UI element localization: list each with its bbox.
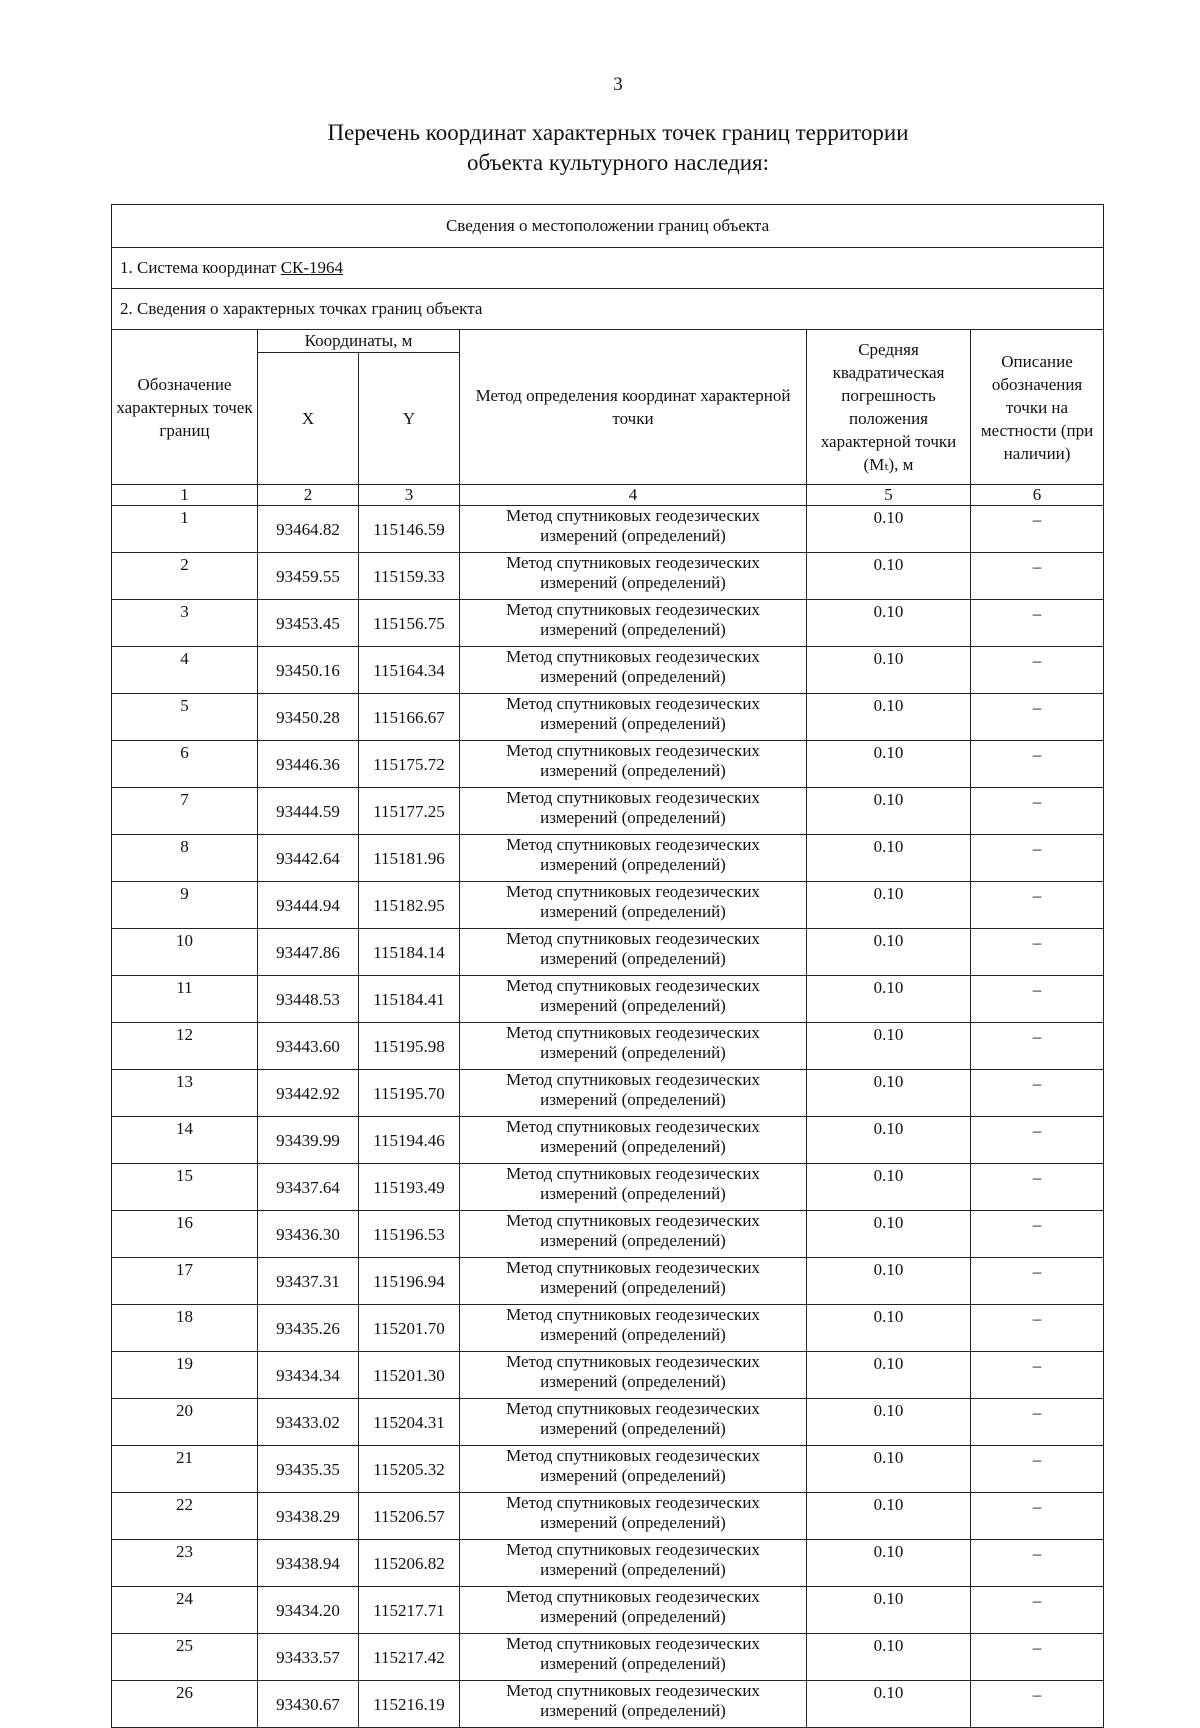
method-cell bbox=[460, 1023, 807, 1070]
point-number: 10 bbox=[112, 929, 258, 976]
accuracy-value: 0.10 bbox=[807, 1681, 971, 1728]
method-line-2: измерений (определений) bbox=[540, 1278, 726, 1297]
coord-y: 115146.59 bbox=[359, 506, 460, 553]
method-line-2: измерений (определений) bbox=[540, 1090, 726, 1109]
table-row bbox=[112, 1399, 1104, 1446]
method-line-1: Метод спутниковых геодезических bbox=[506, 553, 760, 572]
points-section-label: 2. Сведения о характерных точках границ объекта bbox=[112, 289, 1104, 330]
accuracy-value: 0.10 bbox=[807, 647, 971, 694]
point-number: 2 bbox=[112, 553, 258, 600]
method-line-2: измерений (определений) bbox=[540, 1466, 726, 1485]
point-number: 11 bbox=[112, 976, 258, 1023]
coord-y: 115206.57 bbox=[359, 1493, 460, 1540]
description-value: – bbox=[971, 1352, 1104, 1399]
coord-x: 93450.16 bbox=[258, 647, 359, 694]
coord-y: 115182.95 bbox=[359, 882, 460, 929]
coord-y: 115184.41 bbox=[359, 976, 460, 1023]
coord-y: 115206.82 bbox=[359, 1540, 460, 1587]
method-line-1: Метод спутниковых геодезических bbox=[506, 1446, 760, 1465]
table-row bbox=[112, 1117, 1104, 1164]
method-cell bbox=[460, 1070, 807, 1117]
point-number: 14 bbox=[112, 1117, 258, 1164]
coord-x: 93443.60 bbox=[258, 1023, 359, 1070]
table-row bbox=[112, 694, 1104, 741]
description-value: – bbox=[971, 1634, 1104, 1681]
coord-y: 115201.70 bbox=[359, 1305, 460, 1352]
coord-x: 93448.53 bbox=[258, 976, 359, 1023]
description-value: – bbox=[971, 1117, 1104, 1164]
header-x: X bbox=[258, 353, 359, 485]
point-number: 6 bbox=[112, 741, 258, 788]
point-number: 20 bbox=[112, 1399, 258, 1446]
method-line-2: измерений (определений) bbox=[540, 761, 726, 780]
description-value: – bbox=[971, 1399, 1104, 1446]
method-line-1: Метод спутниковых геодезических bbox=[506, 1681, 760, 1700]
coord-x: 93434.20 bbox=[258, 1587, 359, 1634]
method-cell bbox=[460, 741, 807, 788]
description-value: – bbox=[971, 788, 1104, 835]
description-value: – bbox=[971, 835, 1104, 882]
coord-x: 93447.86 bbox=[258, 929, 359, 976]
coord-y: 115195.70 bbox=[359, 1070, 460, 1117]
method-line-1: Метод спутниковых геодезических bbox=[506, 1023, 760, 1042]
description-value: – bbox=[971, 882, 1104, 929]
method-cell bbox=[460, 976, 807, 1023]
method-line-1: Метод спутниковых геодезических bbox=[506, 1117, 760, 1136]
method-line-1: Метод спутниковых геодезических bbox=[506, 1587, 760, 1606]
table-row bbox=[112, 1211, 1104, 1258]
accuracy-value: 0.10 bbox=[807, 1211, 971, 1258]
point-number: 5 bbox=[112, 694, 258, 741]
coord-x: 93444.59 bbox=[258, 788, 359, 835]
method-line-1: Метод спутниковых геодезических bbox=[506, 1493, 760, 1512]
accuracy-value: 0.10 bbox=[807, 1070, 971, 1117]
coordinates-table bbox=[111, 204, 1104, 1728]
description-value: – bbox=[971, 1681, 1104, 1728]
description-value: – bbox=[971, 600, 1104, 647]
point-number: 9 bbox=[112, 882, 258, 929]
coord-y: 115216.19 bbox=[359, 1681, 460, 1728]
method-line-1: Метод спутниковых геодезических bbox=[506, 976, 760, 995]
accuracy-value: 0.10 bbox=[807, 976, 971, 1023]
method-line-1: Метод спутниковых геодезических bbox=[506, 835, 760, 854]
method-cell bbox=[460, 694, 807, 741]
description-value: – bbox=[971, 1258, 1104, 1305]
coord-y: 115164.34 bbox=[359, 647, 460, 694]
table-row bbox=[112, 835, 1104, 882]
method-cell bbox=[460, 1352, 807, 1399]
point-number: 13 bbox=[112, 1070, 258, 1117]
method-line-1: Метод спутниковых геодезических bbox=[506, 1352, 760, 1371]
coord-x: 93446.36 bbox=[258, 741, 359, 788]
method-line-1: Метод спутниковых геодезических bbox=[506, 741, 760, 760]
method-cell bbox=[460, 647, 807, 694]
table-row bbox=[112, 741, 1104, 788]
coord-x: 93459.55 bbox=[258, 553, 359, 600]
coord-y: 115195.98 bbox=[359, 1023, 460, 1070]
coord-x: 93433.02 bbox=[258, 1399, 359, 1446]
coord-x: 93435.35 bbox=[258, 1446, 359, 1493]
accuracy-value: 0.10 bbox=[807, 929, 971, 976]
accuracy-value: 0.10 bbox=[807, 1305, 971, 1352]
method-line-1: Метод спутниковых геодезических bbox=[506, 1399, 760, 1418]
method-line-1: Метод спутниковых геодезических bbox=[506, 1258, 760, 1277]
coord-y: 115205.32 bbox=[359, 1446, 460, 1493]
title-line-1: Перечень координат характерных точек границ территории bbox=[327, 120, 909, 145]
method-cell bbox=[460, 1634, 807, 1681]
table-row bbox=[112, 1070, 1104, 1117]
column-number: 1 bbox=[112, 485, 258, 506]
accuracy-value: 0.10 bbox=[807, 506, 971, 553]
accuracy-value: 0.10 bbox=[807, 1587, 971, 1634]
point-number: 26 bbox=[112, 1681, 258, 1728]
description-value: – bbox=[971, 553, 1104, 600]
method-line-2: измерений (определений) bbox=[540, 526, 726, 545]
description-value: – bbox=[971, 1211, 1104, 1258]
point-number: 17 bbox=[112, 1258, 258, 1305]
description-value: – bbox=[971, 506, 1104, 553]
method-line-2: измерений (определений) bbox=[540, 1043, 726, 1062]
coord-x: 93438.94 bbox=[258, 1540, 359, 1587]
description-value: – bbox=[971, 1493, 1104, 1540]
coord-x: 93444.94 bbox=[258, 882, 359, 929]
coord-x: 93430.67 bbox=[258, 1681, 359, 1728]
method-line-1: Метод спутниковых геодезических bbox=[506, 1305, 760, 1324]
method-line-1: Метод спутниковых геодезических bbox=[506, 1070, 760, 1089]
description-value: – bbox=[971, 694, 1104, 741]
method-line-2: измерений (определений) bbox=[540, 949, 726, 968]
accuracy-value: 0.10 bbox=[807, 835, 971, 882]
table-row bbox=[112, 882, 1104, 929]
coord-y: 115201.30 bbox=[359, 1352, 460, 1399]
method-cell bbox=[460, 506, 807, 553]
header-method: Метод определения координат характерной точки bbox=[460, 330, 807, 485]
method-line-2: измерений (определений) bbox=[540, 667, 726, 686]
header-description: Описание обозначения точки на местности (при наличии) bbox=[971, 330, 1104, 485]
coord-x: 93464.82 bbox=[258, 506, 359, 553]
method-line-2: измерений (определений) bbox=[540, 714, 726, 733]
method-cell bbox=[460, 1446, 807, 1493]
method-line-2: измерений (определений) bbox=[540, 620, 726, 639]
method-line-2: измерений (определений) bbox=[540, 1607, 726, 1626]
point-number: 1 bbox=[112, 506, 258, 553]
table-row bbox=[112, 1540, 1104, 1587]
method-line-2: измерений (определений) bbox=[540, 1419, 726, 1438]
coord-x: 93453.45 bbox=[258, 600, 359, 647]
table-row bbox=[112, 976, 1104, 1023]
table-row bbox=[112, 1634, 1104, 1681]
coord-y: 115196.53 bbox=[359, 1211, 460, 1258]
accuracy-value: 0.10 bbox=[807, 1399, 971, 1446]
table-row bbox=[112, 1023, 1104, 1070]
coord-y: 115194.46 bbox=[359, 1117, 460, 1164]
method-cell bbox=[460, 553, 807, 600]
method-line-1: Метод спутниковых геодезических bbox=[506, 1211, 760, 1230]
coord-x: 93442.64 bbox=[258, 835, 359, 882]
coord-x: 93435.26 bbox=[258, 1305, 359, 1352]
accuracy-value: 0.10 bbox=[807, 1540, 971, 1587]
description-value: – bbox=[971, 976, 1104, 1023]
table-row bbox=[112, 1446, 1104, 1493]
coord-y: 115196.94 bbox=[359, 1258, 460, 1305]
coord-y: 115193.49 bbox=[359, 1164, 460, 1211]
method-line-2: измерений (определений) bbox=[540, 1513, 726, 1532]
method-cell bbox=[460, 1211, 807, 1258]
description-value: – bbox=[971, 1023, 1104, 1070]
header-y: Y bbox=[359, 353, 460, 485]
method-line-1: Метод спутниковых геодезических bbox=[506, 1540, 760, 1559]
table-row bbox=[112, 553, 1104, 600]
method-line-1: Метод спутниковых геодезических bbox=[506, 1164, 760, 1183]
header-coords: Координаты, м bbox=[258, 330, 460, 353]
coord-y: 115217.42 bbox=[359, 1634, 460, 1681]
method-line-1: Метод спутниковых геодезических bbox=[506, 506, 760, 525]
page-number: 3 bbox=[613, 74, 623, 95]
coord-x: 93439.99 bbox=[258, 1117, 359, 1164]
description-value: – bbox=[971, 929, 1104, 976]
table-row bbox=[112, 929, 1104, 976]
coord-y: 115217.71 bbox=[359, 1587, 460, 1634]
coord-y: 115181.96 bbox=[359, 835, 460, 882]
point-number: 21 bbox=[112, 1446, 258, 1493]
coordinate-system-value: СК-1964 bbox=[280, 258, 344, 277]
method-line-2: измерений (определений) bbox=[540, 996, 726, 1015]
point-number: 3 bbox=[112, 600, 258, 647]
method-cell bbox=[460, 1164, 807, 1211]
method-line-1: Метод спутниковых геодезических bbox=[506, 882, 760, 901]
accuracy-value: 0.10 bbox=[807, 600, 971, 647]
point-number: 19 bbox=[112, 1352, 258, 1399]
method-cell bbox=[460, 600, 807, 647]
method-line-2: измерений (определений) bbox=[540, 573, 726, 592]
method-cell bbox=[460, 1258, 807, 1305]
accuracy-value: 0.10 bbox=[807, 1352, 971, 1399]
accuracy-value: 0.10 bbox=[807, 1117, 971, 1164]
column-number: 2 bbox=[258, 485, 359, 506]
accuracy-value: 0.10 bbox=[807, 1634, 971, 1681]
accuracy-value: 0.10 bbox=[807, 788, 971, 835]
point-number: 8 bbox=[112, 835, 258, 882]
accuracy-value: 0.10 bbox=[807, 1164, 971, 1211]
method-line-2: измерений (определений) bbox=[540, 1184, 726, 1203]
column-numbers-row bbox=[112, 485, 1104, 506]
table-row bbox=[112, 1258, 1104, 1305]
method-cell bbox=[460, 788, 807, 835]
method-line-2: измерений (определений) bbox=[540, 902, 726, 921]
coord-y: 115177.25 bbox=[359, 788, 460, 835]
accuracy-value: 0.10 bbox=[807, 1493, 971, 1540]
table-row bbox=[112, 1587, 1104, 1634]
coord-x: 93438.29 bbox=[258, 1493, 359, 1540]
coordinate-system-label: 1. Система координат bbox=[120, 258, 277, 277]
method-line-1: Метод спутниковых геодезических bbox=[506, 929, 760, 948]
table-row bbox=[112, 788, 1104, 835]
method-line-2: измерений (определений) bbox=[540, 1372, 726, 1391]
accuracy-value: 0.10 bbox=[807, 1258, 971, 1305]
table-row bbox=[112, 1493, 1104, 1540]
coord-x: 93442.92 bbox=[258, 1070, 359, 1117]
method-line-2: измерений (определений) bbox=[540, 1654, 726, 1673]
point-number: 25 bbox=[112, 1634, 258, 1681]
method-line-2: измерений (определений) bbox=[540, 855, 726, 874]
method-line-1: Метод спутниковых геодезических bbox=[506, 647, 760, 666]
method-line-1: Метод спутниковых геодезических bbox=[506, 694, 760, 713]
description-value: – bbox=[971, 1587, 1104, 1634]
accuracy-value: 0.10 bbox=[807, 882, 971, 929]
description-value: – bbox=[971, 1164, 1104, 1211]
point-number: 15 bbox=[112, 1164, 258, 1211]
section-title: Сведения о местоположении границ объекта bbox=[112, 205, 1104, 248]
coord-x: 93450.28 bbox=[258, 694, 359, 741]
method-line-2: измерений (определений) bbox=[540, 1701, 726, 1720]
coord-x: 93437.64 bbox=[258, 1164, 359, 1211]
header-point: Обозначение характерных точек границ bbox=[112, 330, 258, 485]
method-cell bbox=[460, 1587, 807, 1634]
coordinate-system-row bbox=[112, 248, 1104, 289]
accuracy-value: 0.10 bbox=[807, 1446, 971, 1493]
description-value: – bbox=[971, 1446, 1104, 1493]
method-line-2: измерений (определений) bbox=[540, 1325, 726, 1344]
accuracy-value: 0.10 bbox=[807, 741, 971, 788]
coord-y: 115184.14 bbox=[359, 929, 460, 976]
table-row bbox=[112, 1352, 1104, 1399]
point-number: 16 bbox=[112, 1211, 258, 1258]
coord-y: 115175.72 bbox=[359, 741, 460, 788]
method-cell bbox=[460, 1399, 807, 1446]
coord-x: 93437.31 bbox=[258, 1258, 359, 1305]
coord-y: 115156.75 bbox=[359, 600, 460, 647]
table-row bbox=[112, 1681, 1104, 1728]
method-line-2: измерений (определений) bbox=[540, 808, 726, 827]
method-cell bbox=[460, 929, 807, 976]
coord-x: 93433.57 bbox=[258, 1634, 359, 1681]
document-title bbox=[0, 118, 1200, 178]
table-row bbox=[112, 600, 1104, 647]
method-cell bbox=[460, 1493, 807, 1540]
method-cell bbox=[460, 835, 807, 882]
point-number: 4 bbox=[112, 647, 258, 694]
accuracy-value: 0.10 bbox=[807, 694, 971, 741]
method-line-1: Метод спутниковых геодезических bbox=[506, 600, 760, 619]
column-number: 5 bbox=[807, 485, 971, 506]
description-value: – bbox=[971, 647, 1104, 694]
table-row bbox=[112, 506, 1104, 553]
point-number: 24 bbox=[112, 1587, 258, 1634]
method-cell bbox=[460, 1117, 807, 1164]
point-number: 18 bbox=[112, 1305, 258, 1352]
title-line-2: объекта культурного наследия: bbox=[466, 150, 770, 175]
column-number: 4 bbox=[460, 485, 807, 506]
description-value: – bbox=[971, 1070, 1104, 1117]
method-cell bbox=[460, 1540, 807, 1587]
table-row bbox=[112, 1164, 1104, 1211]
coord-y: 115166.67 bbox=[359, 694, 460, 741]
method-cell bbox=[460, 1681, 807, 1728]
description-value: – bbox=[971, 1305, 1104, 1352]
method-cell bbox=[460, 882, 807, 929]
point-number: 22 bbox=[112, 1493, 258, 1540]
point-number: 7 bbox=[112, 788, 258, 835]
method-line-2: измерений (определений) bbox=[540, 1560, 726, 1579]
point-number: 12 bbox=[112, 1023, 258, 1070]
method-line-1: Метод спутниковых геодезических bbox=[506, 788, 760, 807]
description-value: – bbox=[971, 741, 1104, 788]
column-number: 3 bbox=[359, 485, 460, 506]
accuracy-value: 0.10 bbox=[807, 553, 971, 600]
coord-y: 115159.33 bbox=[359, 553, 460, 600]
method-line-2: измерений (определений) bbox=[540, 1137, 726, 1156]
coord-x: 93434.34 bbox=[258, 1352, 359, 1399]
method-cell bbox=[460, 1305, 807, 1352]
method-line-2: измерений (определений) bbox=[540, 1231, 726, 1250]
header-accuracy: Средняя квадратическая погрешность положения характерной точки (Mₜ), м bbox=[807, 330, 971, 485]
column-number: 6 bbox=[971, 485, 1104, 506]
method-line-1: Метод спутниковых геодезических bbox=[506, 1634, 760, 1653]
table-row bbox=[112, 1305, 1104, 1352]
coord-x: 93436.30 bbox=[258, 1211, 359, 1258]
point-number: 23 bbox=[112, 1540, 258, 1587]
description-value: – bbox=[971, 1540, 1104, 1587]
accuracy-value: 0.10 bbox=[807, 1023, 971, 1070]
table-row bbox=[112, 647, 1104, 694]
coord-y: 115204.31 bbox=[359, 1399, 460, 1446]
